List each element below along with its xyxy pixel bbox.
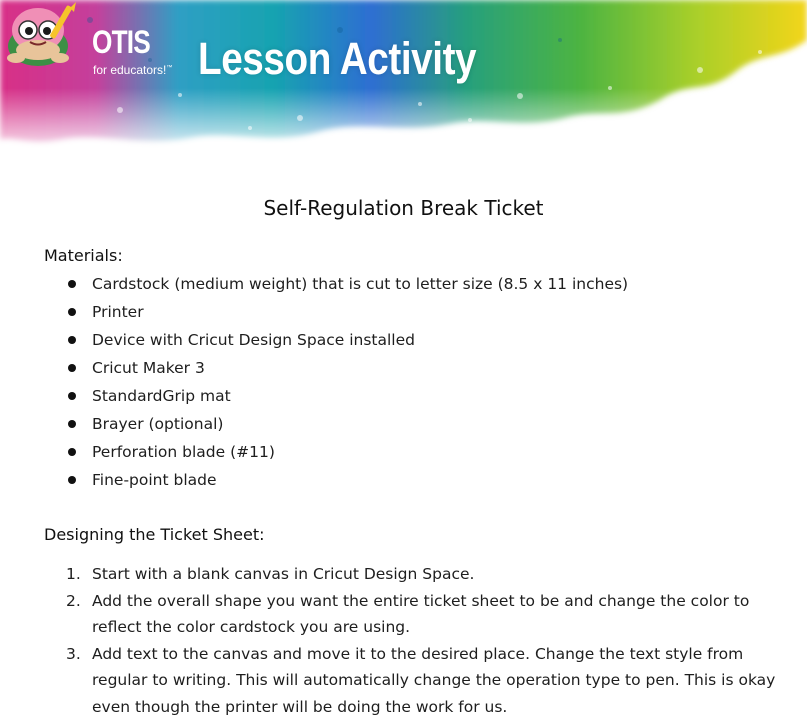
brand-name: OTIS bbox=[92, 24, 150, 60]
step-text: Add the overall shape you want the entire ticket sheet to be and change the color to reflect the color cardstock you are using. bbox=[92, 591, 750, 636]
list-item bbox=[44, 466, 784, 494]
step-item bbox=[44, 561, 784, 588]
materials-heading: Materials: bbox=[44, 246, 123, 265]
list-item bbox=[44, 270, 784, 298]
bullet-icon bbox=[68, 308, 76, 316]
steps-list bbox=[44, 561, 784, 720]
list-item-text: Brayer (optional) bbox=[92, 415, 224, 433]
bullet-icon bbox=[68, 280, 76, 288]
bullet-icon bbox=[68, 448, 76, 456]
step-item bbox=[44, 641, 784, 721]
list-item-text: Device with Cricut Design Space installed bbox=[92, 331, 415, 349]
banner-title: Lesson Activity bbox=[198, 33, 477, 84]
step-text: Start with a blank canvas in Cricut Design Space. bbox=[92, 565, 475, 583]
header-banner bbox=[0, 0, 807, 160]
list-item-text: Cricut Maker 3 bbox=[92, 359, 205, 377]
list-item-text: Fine-point blade bbox=[92, 471, 217, 489]
list-item bbox=[44, 354, 784, 382]
step-text: Add text to the canvas and move it to the desired place. Change the text style from regular to writing. This will automatically change the operation type to pen. This is okay even though the printer will be doing the work for us. bbox=[92, 644, 776, 716]
bullet-icon bbox=[68, 420, 76, 428]
otis-mascot-icon bbox=[0, 0, 80, 70]
document-title: Self-Regulation Break Ticket bbox=[263, 196, 544, 220]
materials-list bbox=[44, 270, 784, 494]
bullet-icon bbox=[68, 392, 76, 400]
bullet-icon bbox=[68, 364, 76, 372]
step-item bbox=[44, 588, 784, 641]
list-item bbox=[44, 410, 784, 438]
bullet-icon bbox=[68, 336, 76, 344]
brand-tagline bbox=[93, 63, 172, 77]
step-number: 1. bbox=[66, 565, 81, 583]
list-item bbox=[44, 438, 784, 466]
list-item-text: Printer bbox=[92, 303, 144, 321]
list-item-text: Perforation blade (#11) bbox=[92, 443, 275, 461]
brand-tagline-text: for educators! bbox=[93, 63, 167, 77]
step-number: 3. bbox=[66, 644, 81, 663]
list-item bbox=[44, 382, 784, 410]
list-item-text: StandardGrip mat bbox=[92, 387, 231, 405]
step-number: 2. bbox=[66, 591, 81, 610]
trademark-symbol: ™ bbox=[166, 65, 173, 71]
bullet-icon bbox=[68, 476, 76, 484]
list-item bbox=[44, 326, 784, 354]
list-item-text: Cardstock (medium weight) that is cut to letter size (8.5 x 11 inches) bbox=[92, 275, 629, 293]
list-item bbox=[44, 298, 784, 326]
designing-heading: Designing the Ticket Sheet: bbox=[44, 525, 265, 544]
